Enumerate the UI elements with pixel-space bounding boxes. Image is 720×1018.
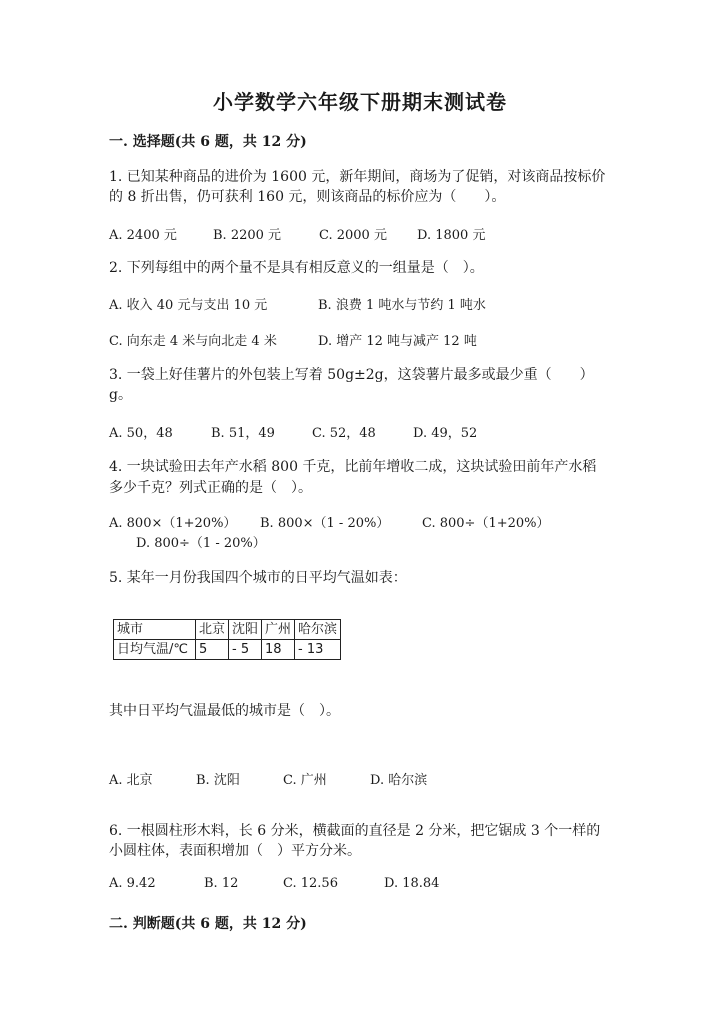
question-6-option-c: C. 12.56 bbox=[283, 876, 338, 891]
question-3-option-a: A. 50，48 bbox=[109, 426, 173, 441]
question-1-option-c: C. 2000 元 bbox=[319, 228, 387, 243]
question-3-line-1: 3. 一袋上好佳薯片的外包装上写着 50g±2g，这袋薯片最多或最少重（ ） bbox=[109, 367, 594, 383]
question-5-option-a: A. 北京 bbox=[109, 773, 153, 788]
table-row bbox=[114, 640, 341, 660]
table-cell: 18 bbox=[262, 640, 295, 660]
question-6-option-b: B. 12 bbox=[204, 876, 239, 891]
table-cell: 5 bbox=[196, 640, 229, 660]
section-heading-choice: 一. 选择题(共 6 题，共 12 分) bbox=[109, 134, 307, 150]
question-1-line-1: 1. 已知某种商品的进价为 1600 元，新年期间，商场为了促销，对该商品按标价 bbox=[109, 169, 606, 185]
question-2-option-b: B. 浪费 1 吨水与节约 1 吨水 bbox=[318, 298, 486, 313]
question-2-option-a: A. 收入 40 元与支出 10 元 bbox=[109, 298, 268, 313]
question-3-option-b: B. 51，49 bbox=[211, 426, 275, 441]
question-6-line-1: 6. 一根圆柱形木料，长 6 分米，横截面的直径是 2 分米，把它锯成 3 个一样的 bbox=[109, 823, 601, 839]
table-cell: 沈阳 bbox=[229, 620, 262, 640]
question-4-option-a: A. 800×（1+20%） bbox=[109, 516, 237, 531]
question-1-option-b: B. 2200 元 bbox=[213, 228, 282, 243]
question-5-option-b: B. 沈阳 bbox=[196, 773, 240, 788]
question-4-option-c: C. 800÷（1+20%） bbox=[422, 516, 550, 531]
question-2-option-d: D. 增产 12 吨与减产 12 吨 bbox=[318, 334, 477, 349]
section-heading-judgment: 二. 判断题(共 6 题，共 12 分) bbox=[109, 916, 307, 932]
page-title: 小学数学六年级下册期末测试卷 bbox=[213, 90, 507, 114]
question-4-line-2: 多少千克？列式正确的是（ ）。 bbox=[109, 480, 312, 496]
temperature-table bbox=[113, 619, 341, 660]
question-1-option-a: A. 2400 元 bbox=[109, 228, 177, 243]
question-2-option-c: C. 向东走 4 米与向北走 4 米 bbox=[109, 334, 277, 349]
question-3-option-c: C. 52，48 bbox=[312, 426, 376, 441]
question-5-option-c: C. 广州 bbox=[283, 773, 327, 788]
table-header-row bbox=[114, 620, 341, 640]
table-cell: 北京 bbox=[196, 620, 229, 640]
table-cell: 广州 bbox=[262, 620, 295, 640]
question-4-option-d: D. 800÷（1 - 20%） bbox=[136, 536, 266, 551]
question-4-option-b: B. 800×（1 - 20%） bbox=[260, 516, 390, 531]
question-5-prompt: 其中日平均气温最低的城市是（ ）。 bbox=[109, 703, 340, 719]
question-6-option-a: A. 9.42 bbox=[109, 876, 156, 891]
table-cell: 城市 bbox=[114, 620, 196, 640]
question-5-line-1: 5. 某年一月份我国四个城市的日平均气温如表： bbox=[109, 570, 407, 586]
table-cell: 日均气温/℃ bbox=[114, 640, 196, 660]
table-cell: - 13 bbox=[295, 640, 341, 660]
table-cell: 哈尔滨 bbox=[295, 620, 341, 640]
question-3-option-d: D. 49，52 bbox=[413, 426, 478, 441]
question-5-option-d: D. 哈尔滨 bbox=[370, 773, 428, 788]
question-1-option-d: D. 1800 元 bbox=[417, 228, 486, 243]
question-4-line-1: 4. 一块试验田去年产水稻 800 千克，比前年增收二成，这块试验田前年产水稻 bbox=[109, 459, 597, 475]
question-2-line-1: 2. 下列每组中的两个量不是具有相反意义的一组量是（ ）。 bbox=[109, 260, 484, 276]
question-6-option-d: D. 18.84 bbox=[384, 876, 440, 891]
table-cell: - 5 bbox=[229, 640, 262, 660]
question-1-line-2: 的 8 折出售，仍可获利 160 元，则该商品的标价应为（ ）。 bbox=[109, 189, 506, 205]
question-6-line-2: 小圆柱体，表面积增加（ ）平方分米。 bbox=[109, 843, 361, 859]
question-3-line-2: g。 bbox=[109, 387, 132, 403]
